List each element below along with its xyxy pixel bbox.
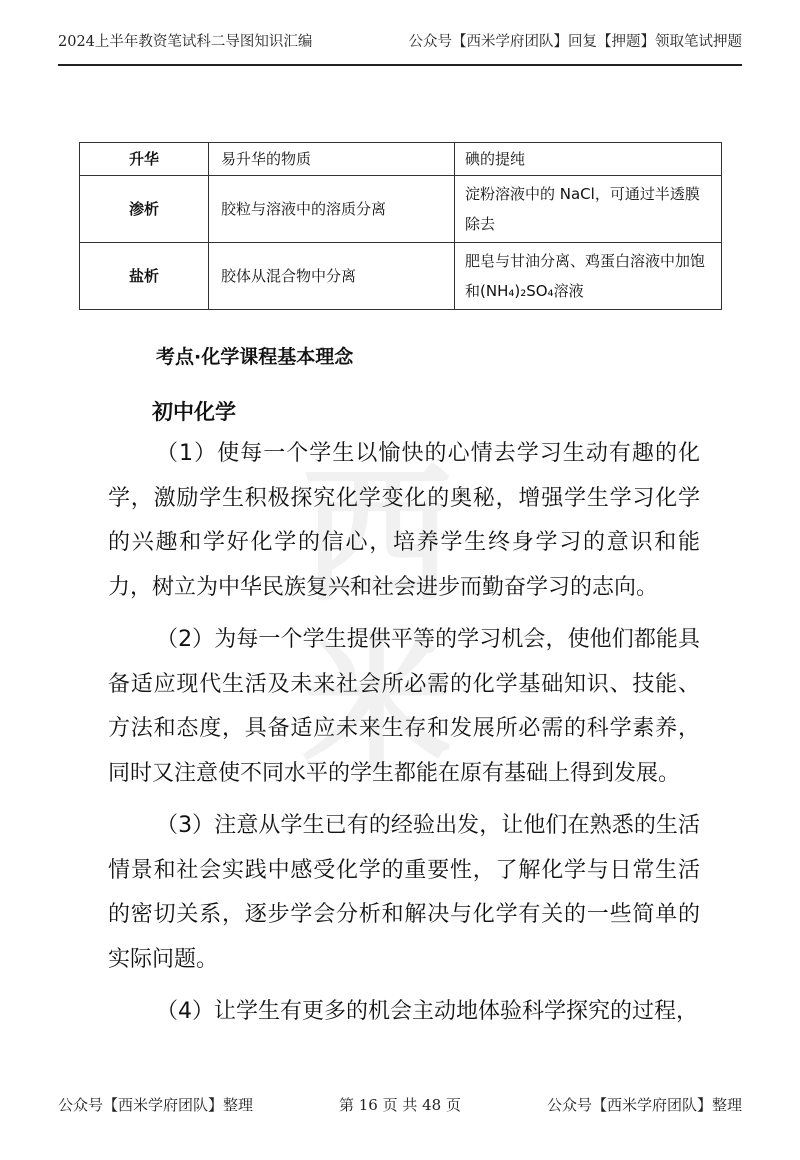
method-cell: 渗析 (80, 176, 209, 243)
footer-left-text: 公众号【西米学府团队】整理 (58, 1096, 254, 1114)
section-title: 考点·化学课程基本理念 (156, 346, 354, 368)
separation-methods-table (79, 142, 722, 310)
example-cell: 淀粉溶液中的 NaCl，可通过半透膜除去 (455, 176, 722, 243)
principle-cell: 胶体从混合物中分离 (209, 243, 455, 310)
table-row (80, 143, 722, 176)
method-cell: 盐析 (80, 243, 209, 310)
header-right-text: 公众号【西米学府团队】回复【押题】领取笔试押题 (408, 34, 742, 50)
subsection-title: 初中化学 (152, 400, 236, 424)
example-cell: 碘的提纯 (455, 143, 722, 176)
example-cell: 肥皂与甘油分离、鸡蛋白溶液中加饱和(NH₄)₂SO₄溶液 (455, 243, 722, 310)
watermark-logo: 西米 (301, 450, 452, 794)
paragraph: （3）注意从学生已有的经验出发，让他们在熟悉的生活情景和社会实践中感受化学的重要性，了解化学与日常生活的密切关系，逐步学会分析和解决与化学有关的一些简单的实际问题。 (108, 813, 700, 972)
table-row (80, 176, 722, 243)
footer-right-text: 公众号【西米学府团队】整理 (546, 1096, 742, 1114)
page-footer (58, 1094, 742, 1115)
table-row (80, 243, 722, 310)
page-header (58, 30, 742, 66)
paragraph: （1）使每一个学生以愉快的心情去学习生动有趣的化学，激励学生积极探究化学变化的奥秘，增强学生学习化学的兴趣和学好化学的信心，培养学生终身学习的意识和能力，树立为中华民族复兴和社会进步而勤奋学习的志向。 (108, 441, 700, 600)
header-left-text: 2024上半年教资笔试科二导图知识汇编 (58, 34, 313, 50)
paragraph: （2）为每一个学生提供平等的学习机会，使他们都能具备适应现代生活及未来社会所必需的化学基础知识、技能、方法和态度，具备适应未来生存和发展所必需的科学素养，同时又注意使不同水平的学生都能在原有基础上得到发展。 (108, 627, 700, 786)
principle-cell: 胶粒与溶液中的溶质分离 (209, 176, 455, 243)
method-cell: 升华 (80, 143, 209, 176)
page-number: 第 16 页 共 48 页 (338, 1096, 461, 1114)
paragraph: （4）让学生有更多的机会主动地体验科学探究的过程， (156, 999, 698, 1024)
body-text (108, 432, 700, 1043)
principle-cell: 易升华的物质 (209, 143, 455, 176)
